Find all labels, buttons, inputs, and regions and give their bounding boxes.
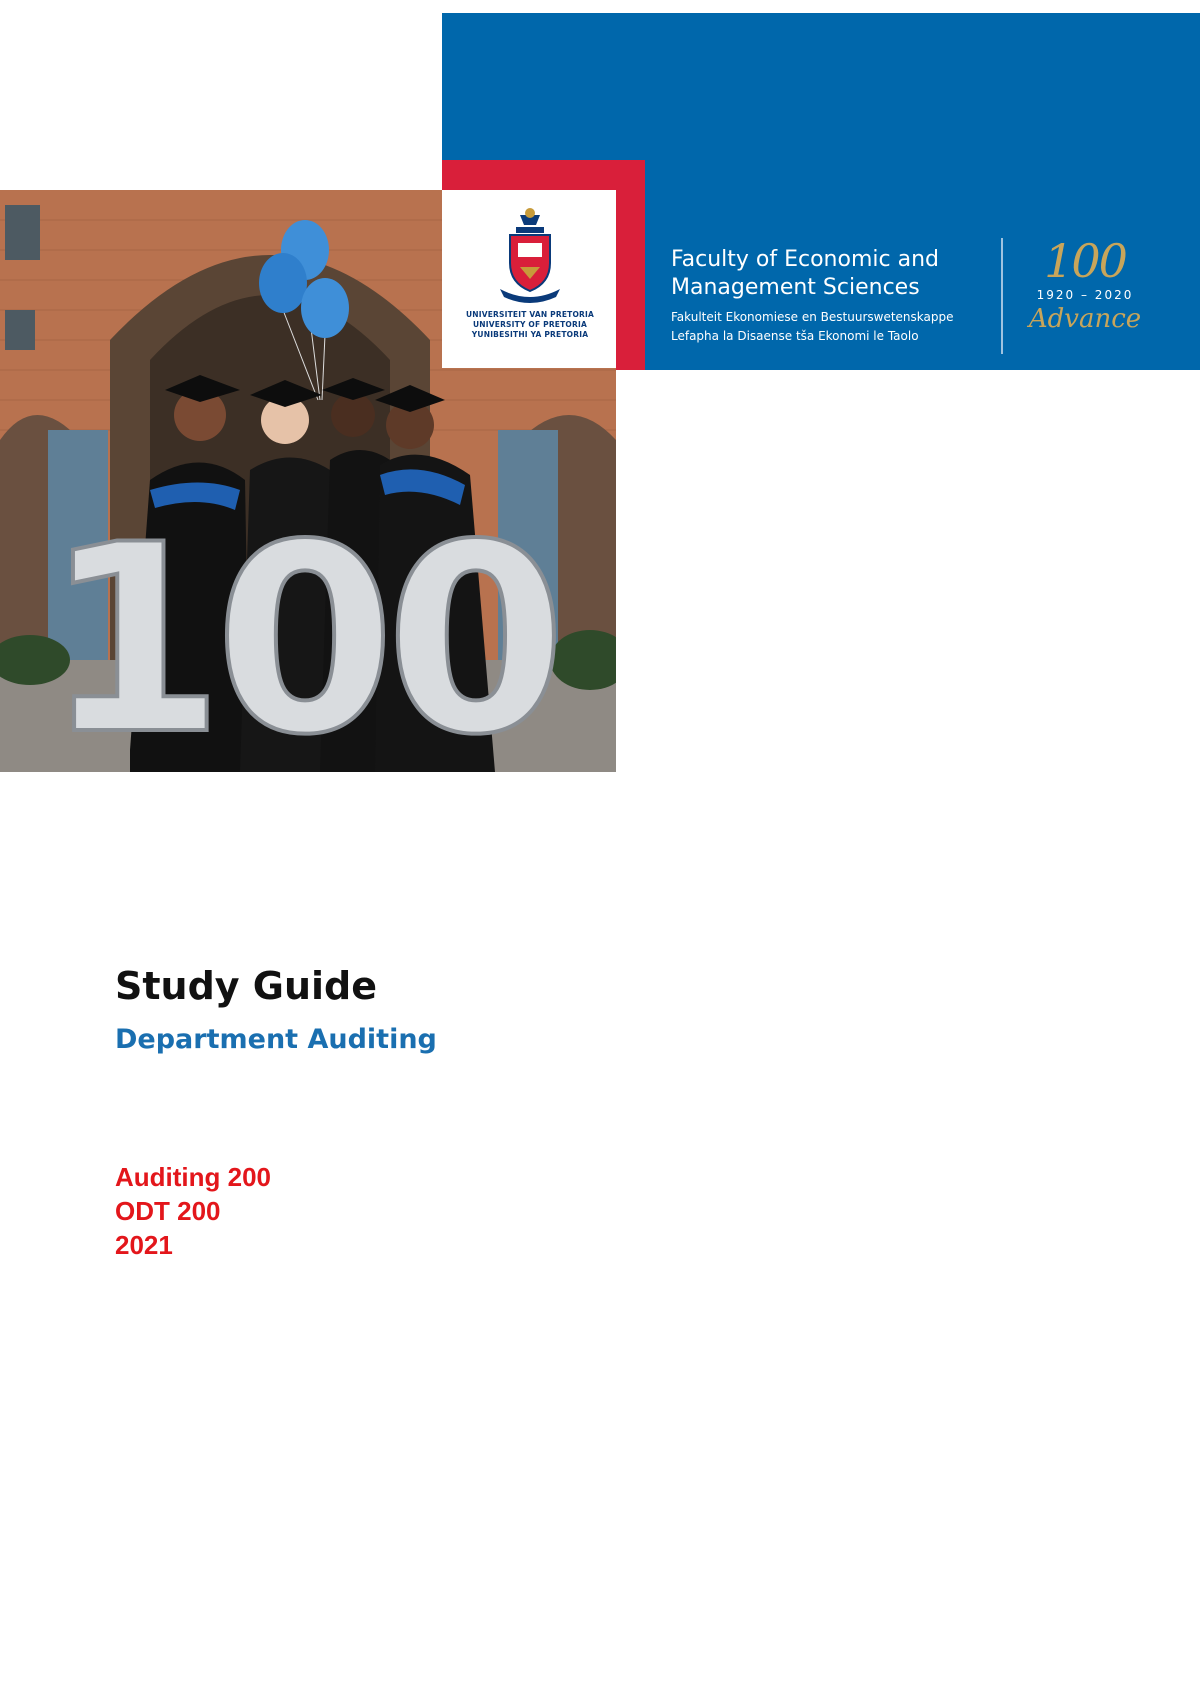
faculty-title-line2: Management Sciences [671,275,920,300]
faculty-heading [671,246,954,346]
banner-divider [1001,238,1003,354]
centenary-number: 100 [1044,234,1126,288]
course-name: Auditing 200 [115,1162,272,1192]
university-names [448,310,612,340]
centenary-word: Advance [1028,304,1142,334]
faculty-name-afrikaans: Fakulteit Ekonomiese en Bestuurswetenskappe [671,310,954,324]
course-year: 2021 [115,1230,173,1260]
university-name-afrikaans: UNIVERSITEIT VAN PRETORIA [465,310,595,319]
university-name-english: UNIVERSITY OF PRETORIA [473,320,587,329]
centenary-years: 1920 – 2020 [1036,288,1134,302]
centenary-logo [1020,236,1150,334]
document-title: Study Guide [115,964,378,1008]
department-name: Department Auditing [115,1024,437,1055]
faculty-name-sepedi: Lefapha la Disaense tša Ekonomi le Taolo [671,329,919,343]
course-info [115,1160,271,1262]
university-name-setswana: YUNIBESITHI YA PRETORIA [471,330,589,339]
faculty-title-line1: Faculty of Economic and [671,247,939,272]
university-crest-icon [490,205,570,305]
balloon-number-100: 100 [43,490,557,772]
course-code: ODT 200 [115,1196,221,1226]
